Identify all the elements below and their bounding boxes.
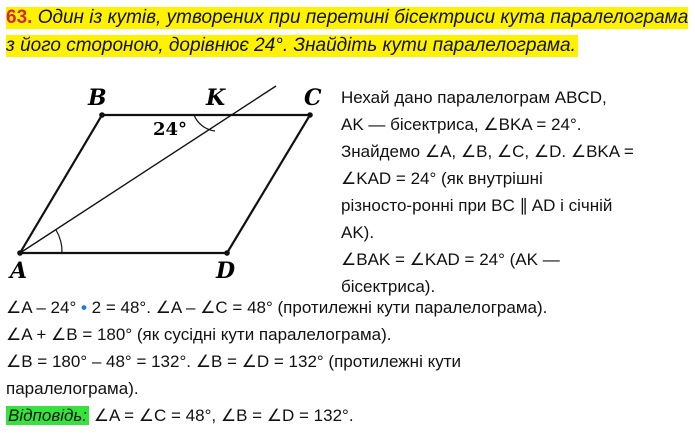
angle-label-24: 24°: [153, 119, 188, 140]
problem-statement: [6, 4, 690, 60]
solution-line: ∠B = 180° – 48° = 132°. ∠B = ∠D = 132° (протилежні кути: [6, 352, 461, 371]
solution-line: паралелограма).: [6, 379, 139, 398]
bisector-ak: [20, 86, 276, 253]
label-b: B: [88, 85, 107, 111]
solution-bottom: [6, 294, 690, 429]
solution-line: різносто-ронні при BC ∥ AD і січній: [341, 196, 613, 215]
calc-part-a: ∠A – 24°: [6, 298, 77, 317]
label-c: C: [304, 85, 322, 111]
calc-part-b: 2 = 48°. ∠A – ∠C = 48° (протилежні кути паралелограма).: [91, 298, 548, 317]
solution-line: Нехай дано паралелограм ABCD,: [341, 88, 607, 107]
parallelogram-figure: [8, 84, 340, 284]
label-k: K: [206, 85, 226, 111]
solution-right-column: [341, 84, 689, 300]
solution-line: ∠KAD = 24° (як внутрішні: [341, 169, 543, 188]
answer-line: [6, 402, 690, 429]
solution-line: бісектриса).: [341, 277, 436, 296]
problem-text: Один із кутів, утворених при перетині бісектриси кута паралелограма з його стороною, дорівнює 24°. Знайдіть кути паралелограма.: [6, 7, 689, 56]
solution-line: AK — бісектриса, ∠BKA = 24°.: [341, 115, 582, 134]
vertex-c-dot: [307, 112, 313, 118]
answer-label: Відповідь:: [8, 406, 88, 425]
problem-number: 63.: [6, 7, 33, 28]
label-a: A: [10, 258, 28, 284]
answer-text: ∠A = ∠C = 48°, ∠B = ∠D = 132°.: [89, 406, 354, 425]
multiplication-dot: •: [80, 298, 87, 317]
solution-line: AK).: [341, 223, 375, 242]
vertex-b-dot: [99, 112, 105, 118]
solution-line: Знайдемо ∠A, ∠B, ∠C, ∠D. ∠BKA =: [341, 142, 634, 161]
calc-line: [6, 294, 690, 321]
problem-highlight: [6, 7, 688, 57]
solution-line: ∠A + ∠B = 180° (як сусідні кути паралелограма).: [6, 325, 392, 344]
vertex-d-dot: [224, 250, 230, 256]
solution-line: ∠BAK = ∠KAD = 24° (AK —: [341, 250, 560, 269]
label-d: D: [216, 258, 236, 284]
vertex-a-dot: [17, 250, 23, 256]
angle-arc-a: [56, 230, 62, 253]
